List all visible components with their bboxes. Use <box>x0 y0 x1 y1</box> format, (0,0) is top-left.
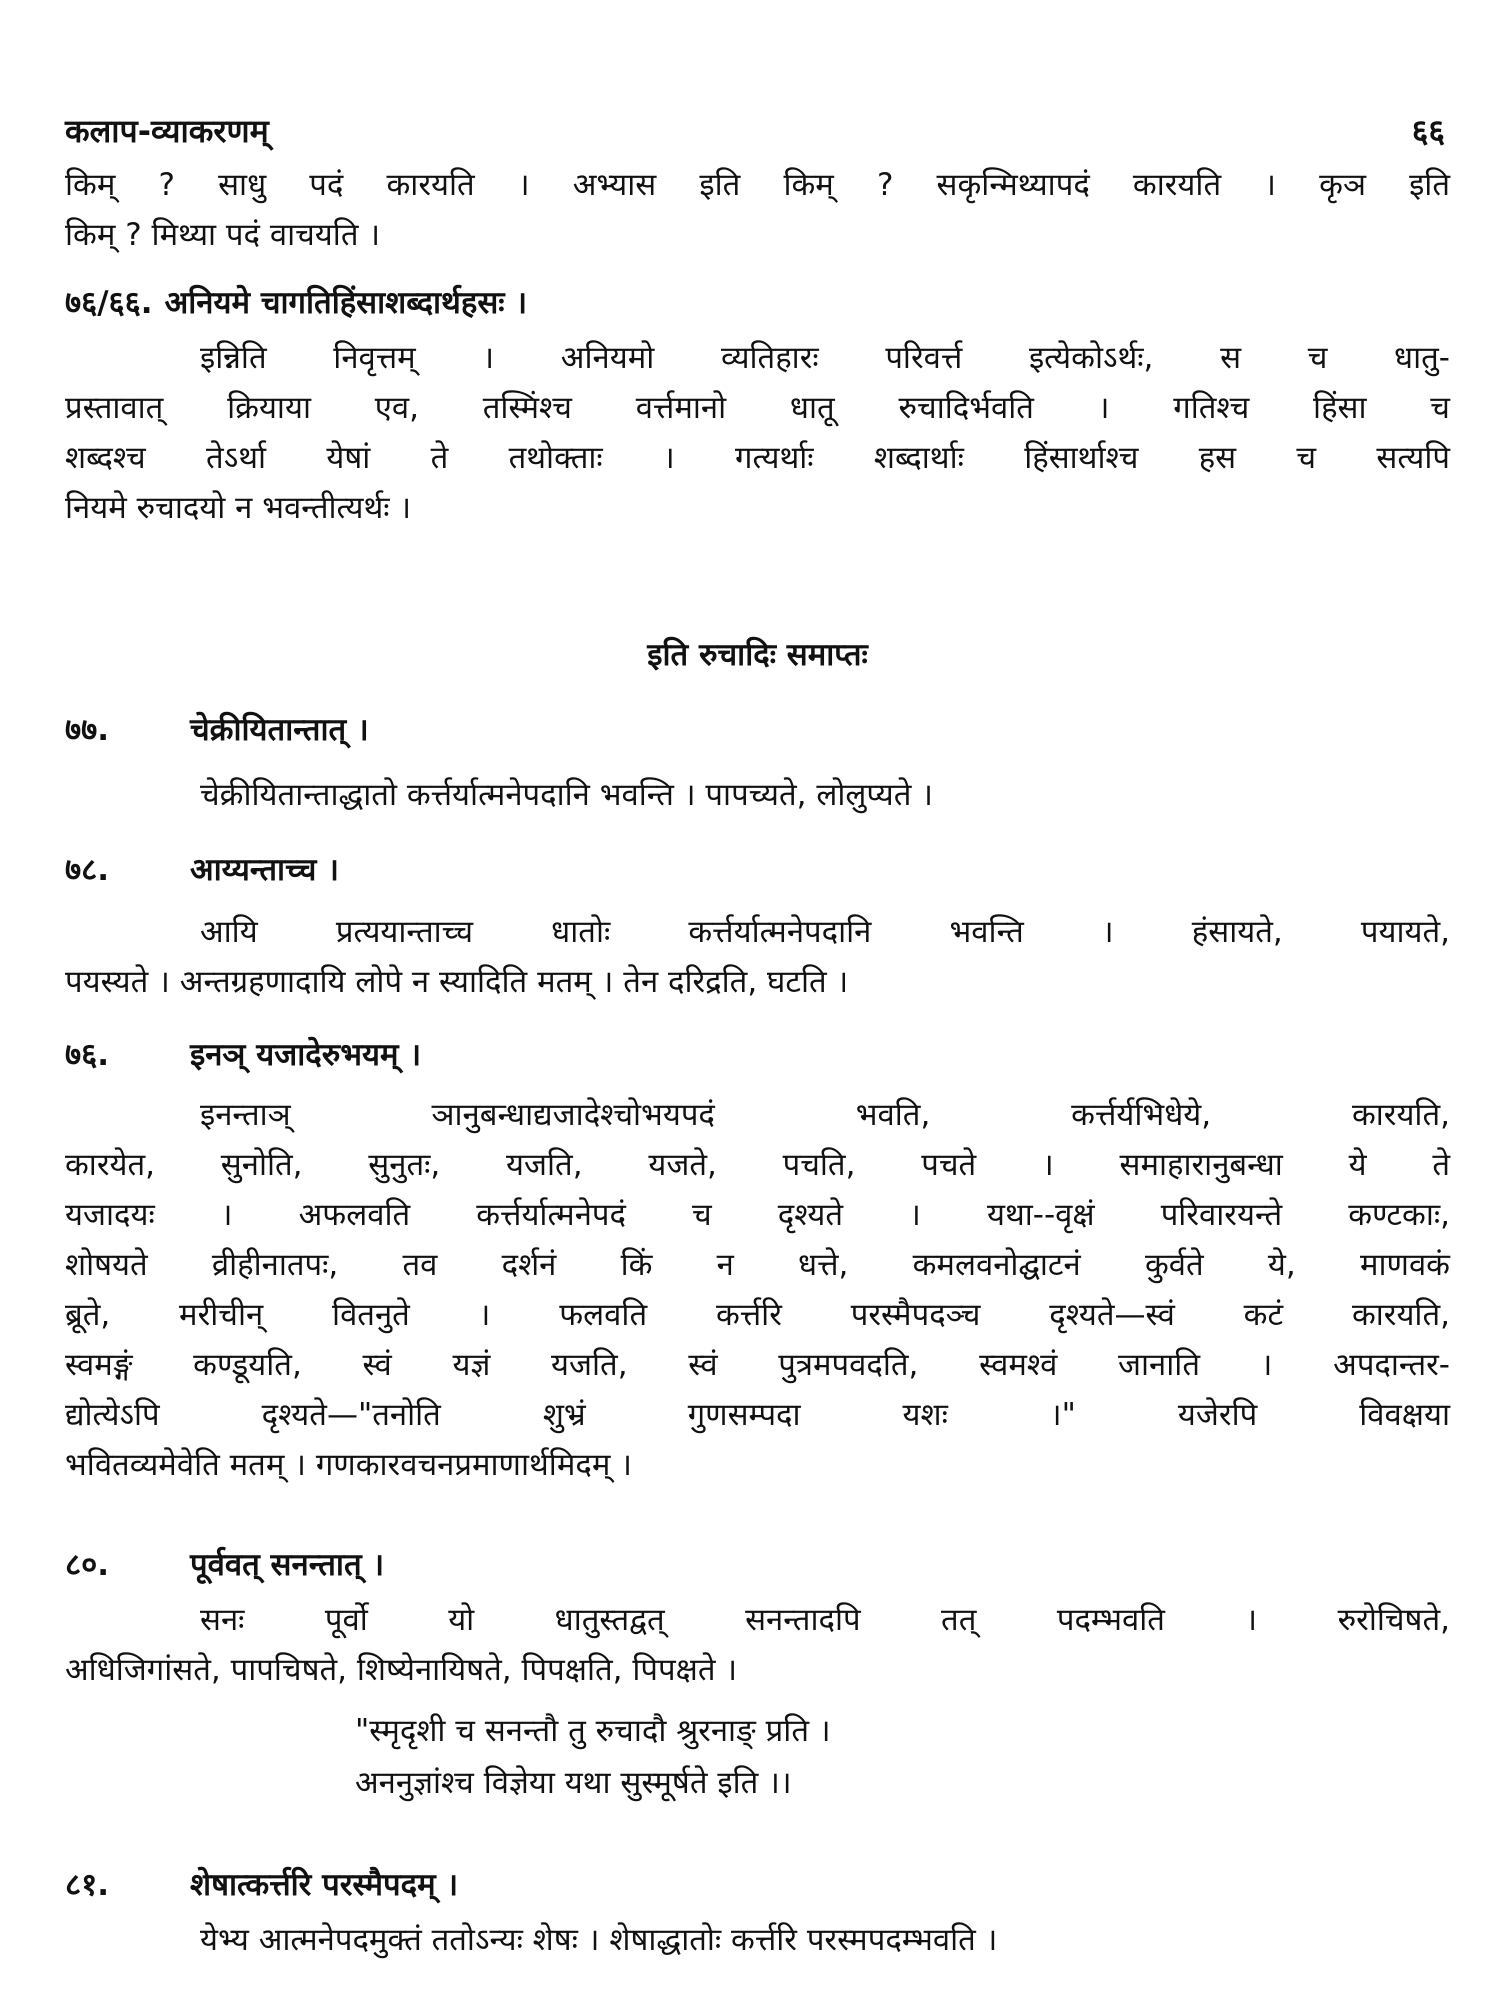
text-line: नियमे रुचादयो न भवन्तीत्यर्थः । <box>65 490 412 526</box>
text-line: पयस्यते । अन्तग्रहणादायि लोपे न स्यादिति मतम् । तेन दरिद्रति, घटति । <box>65 964 849 1000</box>
running-title: कलाप-व्याकरणम् <box>65 111 269 150</box>
sutra-number: ७७. <box>65 712 110 748</box>
sutra-78 <box>65 845 1450 1007</box>
section-end-note: इति रुचादिः समाप्तः <box>647 637 868 673</box>
text-line: प्रस्तावात् क्रियाया एव, तस्मिंश्च वर्त्तमानो धातू रुचादिर्भवति । गतिश्च हिंसा च <box>65 390 1450 426</box>
sutra-number: ७६. <box>65 1037 110 1073</box>
text-line: सनः पूर्वो यो धातुस्तद्वत् सनन्तादपि तत् पदम्भवति । रुरोचिषते, <box>200 1602 1450 1638</box>
text-line: ब्रूते, मरीचीन् वितनुते । फलवति कर्त्तरि परस्मैपदञ्च दृश्यते—स्वं कटं कारयति, <box>65 1297 1450 1333</box>
sutra-title: चेक्रीयितान्तात् । <box>190 712 369 748</box>
sutra-title: आय्यन्ताच्च । <box>190 852 339 888</box>
verse-line: "स्मृदृशी च सनन्तौ तु रुचादौ श्रुरनाङ् प्रति । <box>355 1713 831 1749</box>
sutra-76-66-commentary <box>65 333 1450 533</box>
sutra-heading <box>65 1860 1450 1910</box>
sutra-heading <box>65 278 1450 328</box>
sutra-heading <box>65 705 1450 755</box>
text-line: इनन्ताञ् ञानुबन्धाद्यजादेश्चोभयपदं भवति, कर्त्तर्यभिधेये, कारयति, <box>200 1097 1450 1133</box>
verse-line: अननुज्ञांश्च विज्ञेया यथा सुस्मूर्षते इति ।। <box>355 1765 792 1801</box>
sutra-81 <box>65 1860 1450 1965</box>
sutra-title: पूर्ववत् सनन्तात् । <box>190 1547 385 1583</box>
sutra-79 <box>65 1030 1450 1490</box>
text-line: इन्निति निवृत्तम् । अनियमो व्यतिहारः परिवर्त्त इत्येकोऽर्थः, स च धातु- <box>200 340 1450 376</box>
text-line: येभ्य आत्मनेपदमुक्तं ततोऽन्यः शेषः । शेषाद्धातोः कर्त्तरि परस्मपदम्भवति । <box>200 1922 998 1958</box>
text-line: आयि प्रत्ययान्ताच्च धातोः कर्त्तर्यात्मनेपदानि भवन्ति । हंसायते, पयायते, <box>200 914 1450 950</box>
continuation-paragraph <box>65 160 1450 260</box>
sutra-number: ८०. <box>65 1547 110 1583</box>
page-number: ६६ <box>1411 111 1445 150</box>
text-line: किम् ? साधु पदं कारयति । अभ्यास इति किम् ? सकृन्मिथ्यापदं कारयति । कृञ इति <box>65 167 1450 203</box>
text-line: चेक्रीयितान्ताद्धातो कर्त्तर्यात्मनेपदानि भवन्ति । पापच्यते, लोलुप्यते । <box>200 777 933 813</box>
text-line: अधिजिगांसते, पापचिषते, शिष्येनायिषते, पिपक्षति, पिपक्षते । <box>65 1652 738 1688</box>
sutra-title: शेषात्कर्त्तरि परस्मैपदम् । <box>190 1867 459 1903</box>
sutra-77 <box>65 705 1450 820</box>
text-line: शोषयते व्रीहीनातपः, तव दर्शनं किं न धत्ते, कमलवनोद्घाटनं कुर्वते ये, माणवकं <box>65 1247 1450 1283</box>
text-line: भवितव्यमेवेति मतम् । गणकारवचनप्रमाणार्थमिदम् । <box>65 1447 632 1483</box>
text-line: कारयेत, सुनोति, सुनुतः, यजति, यजते, पचति, पचते । समाहारानुबन्धा ये ते <box>65 1147 1450 1183</box>
sutra-heading <box>65 1540 1450 1590</box>
sutra-heading <box>65 1030 1450 1080</box>
sutra-80 <box>65 1540 1450 1809</box>
text-line: शब्दश्च तेऽर्था येषां ते तथोक्ताः । गत्यर्थाः शब्दार्थाः हिंसार्थाश्च हस च सत्यपि <box>65 440 1450 476</box>
text-line: द्योत्येऽपि दृश्यते—"तनोति शुभ्रं गुणसम्पदा यशः ।" यजेरपि विवक्षया <box>65 1397 1450 1433</box>
running-header <box>65 105 1445 155</box>
text-line: स्वमङ्गं कण्डूयति, स्वं यज्ञं यजति, स्वं पुत्रमपवदति, स्वमश्वं जानाति । अपदान्तर- <box>65 1347 1450 1383</box>
text-line: यजादयः । अफलवति कर्त्तर्यात्मनेपदं च दृश्यते । यथा--वृक्षं परिवारयन्ते कण्टकाः, <box>65 1197 1450 1233</box>
sutra-heading <box>65 845 1450 895</box>
sutra-title: इनञ् यजादेरुभयम् । <box>190 1037 422 1073</box>
text-line: किम् ? मिथ्या पदं वाचयति । <box>65 217 381 253</box>
sutra-number: ८१. <box>65 1867 110 1903</box>
sutra-76-66 <box>65 278 1450 328</box>
sutra-number: ७६/६६. <box>65 285 153 321</box>
sutra-number: ७८. <box>65 852 110 888</box>
sutra-title: अनियमे चागतिहिंसाशब्दार्थहसः । <box>164 285 528 321</box>
